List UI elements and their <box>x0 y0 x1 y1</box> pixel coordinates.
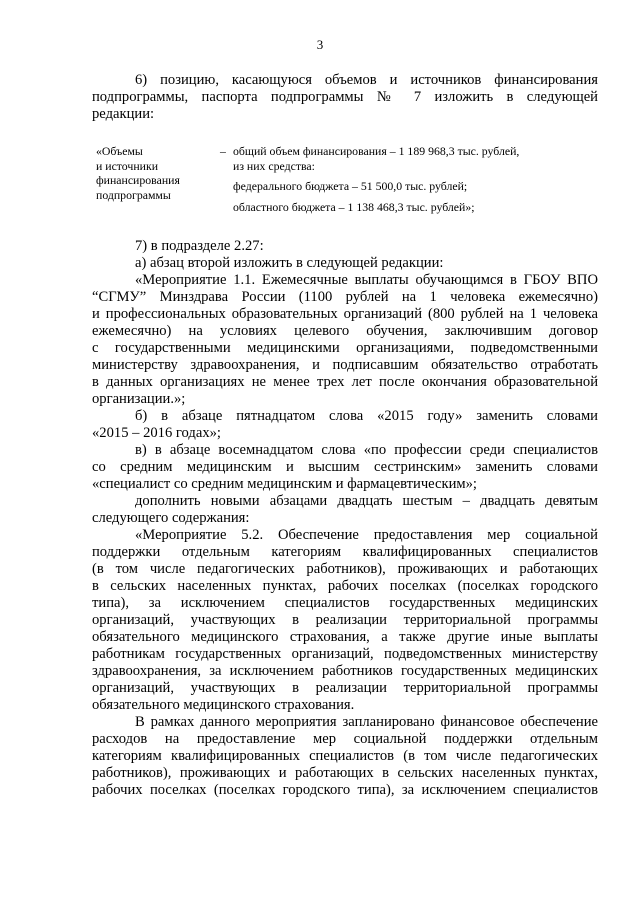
text-line: а) абзац второй изложить в следующей редакции: <box>135 255 444 271</box>
passport-label-line: «Объемы <box>96 144 143 158</box>
text-line: и профессиональных образовательных организаций (800 рублей на 1 человека <box>92 306 598 322</box>
passport-value-line: областного бюджета – 1 138 468,3 тыс. рублей»; <box>233 199 475 214</box>
passport-value-line: из них средства: <box>233 158 315 173</box>
text-line: (в том числе педагогических работников), проживающих и работающих <box>92 561 598 577</box>
text-line: редакции: <box>92 106 155 122</box>
page-number: 3 <box>316 37 324 52</box>
passport-label-line: и источники <box>96 158 159 173</box>
passport-values <box>233 144 603 214</box>
passport-label-line: финансирования <box>96 173 180 187</box>
text-line: рабочих поселках (поселках городского типа), за исключением специалистов <box>92 782 598 798</box>
text-line: “СГМУ” Минздрава России (1100 рублей на 1 человека ежемесячно) <box>92 289 598 305</box>
text-line: организаций, участвующих в реализации территориальной программы <box>92 612 598 628</box>
text-line: дополнить новыми абзацами двадцать шестым – двадцать девятым <box>135 493 598 509</box>
passport-label <box>96 144 216 202</box>
text-line: обязательного медицинского страхования, а также другие иные выплаты <box>92 629 598 645</box>
text-line: обязательного медицинского страхования. <box>92 697 355 713</box>
text-line: следующего содержания: <box>92 510 250 526</box>
text-line: 7) в подразделе 2.27: <box>135 238 264 254</box>
text-line: «Мероприятие 5.2. Обеспечение предоставления мер социальной <box>135 527 598 543</box>
text-line: подпрограммы, паспорта подпрограммы № 7 изложить в следующей <box>92 89 598 105</box>
text-line: в сельских населенных пунктах, рабочих поселках (поселках городского <box>92 578 598 594</box>
text-line: здравоохранения, за исключением работников государственных медицинских <box>92 663 598 679</box>
text-line: ежемесячно) на условиях целевого обучения, заключившим договор <box>92 323 598 339</box>
text-line: со средним медицинским и высшим сестринским» заменить словами <box>92 459 598 475</box>
text-line: 6) позицию, касающуюся объемов и источников финансирования <box>135 72 598 88</box>
passport-value-line: федерального бюджета – 51 500,0 тыс. рублей; <box>233 179 468 193</box>
text-line: с государственными медицинскими организациями, подведомственными <box>92 340 598 356</box>
passport-value-line: общий объем финансирования – 1 189 968,3 тыс. рублей, <box>233 144 520 158</box>
text-line: работникам государственных организаций, подведомственных министерству <box>92 646 598 662</box>
text-line: в) в абзаце восемнадцатом слова «по профессии среди специалистов <box>135 442 598 458</box>
text-line: организации.»; <box>92 391 186 407</box>
section-6-paragraph <box>92 72 598 123</box>
text-line: В рамках данного мероприятия запланировано финансовое обеспечение <box>135 714 598 730</box>
text-line: «2015 – 2016 годах»; <box>92 425 221 441</box>
text-line: расходов на предоставление мер социальной поддержки отдельным <box>92 731 598 747</box>
text-line: организаций, участвующих в реализации территориальной программы <box>92 680 598 696</box>
text-line: б) в абзаце пятнадцатом слова «2015 году» заменить словами <box>135 408 598 424</box>
text-line: поддержки отдельным категориям квалифицированных специалистов <box>92 544 598 560</box>
text-line: типа), за исключением специалистов государственных медицинских <box>92 595 598 611</box>
passport-dash: – <box>220 144 226 158</box>
text-line: категориям квалифицированных специалистов (в том числе педагогических <box>92 748 598 764</box>
text-line: «Мероприятие 1.1. Ежемесячные выплаты обучающимся в ГБОУ ВПО <box>135 272 598 288</box>
text-line: «специалист со средним медицинским и фармацевтическим»; <box>92 476 477 492</box>
section-7-body <box>92 238 598 799</box>
text-line: работников), проживающих и работающих в сельских населенных пунктах, <box>92 765 598 781</box>
text-line: министерству здравоохранения, и подписавшим обязательство отработать <box>92 357 598 373</box>
text-line: в данных организациях не менее трех лет после окончания образовательной <box>92 374 598 390</box>
passport-label-line: подпрограммы <box>96 187 171 202</box>
